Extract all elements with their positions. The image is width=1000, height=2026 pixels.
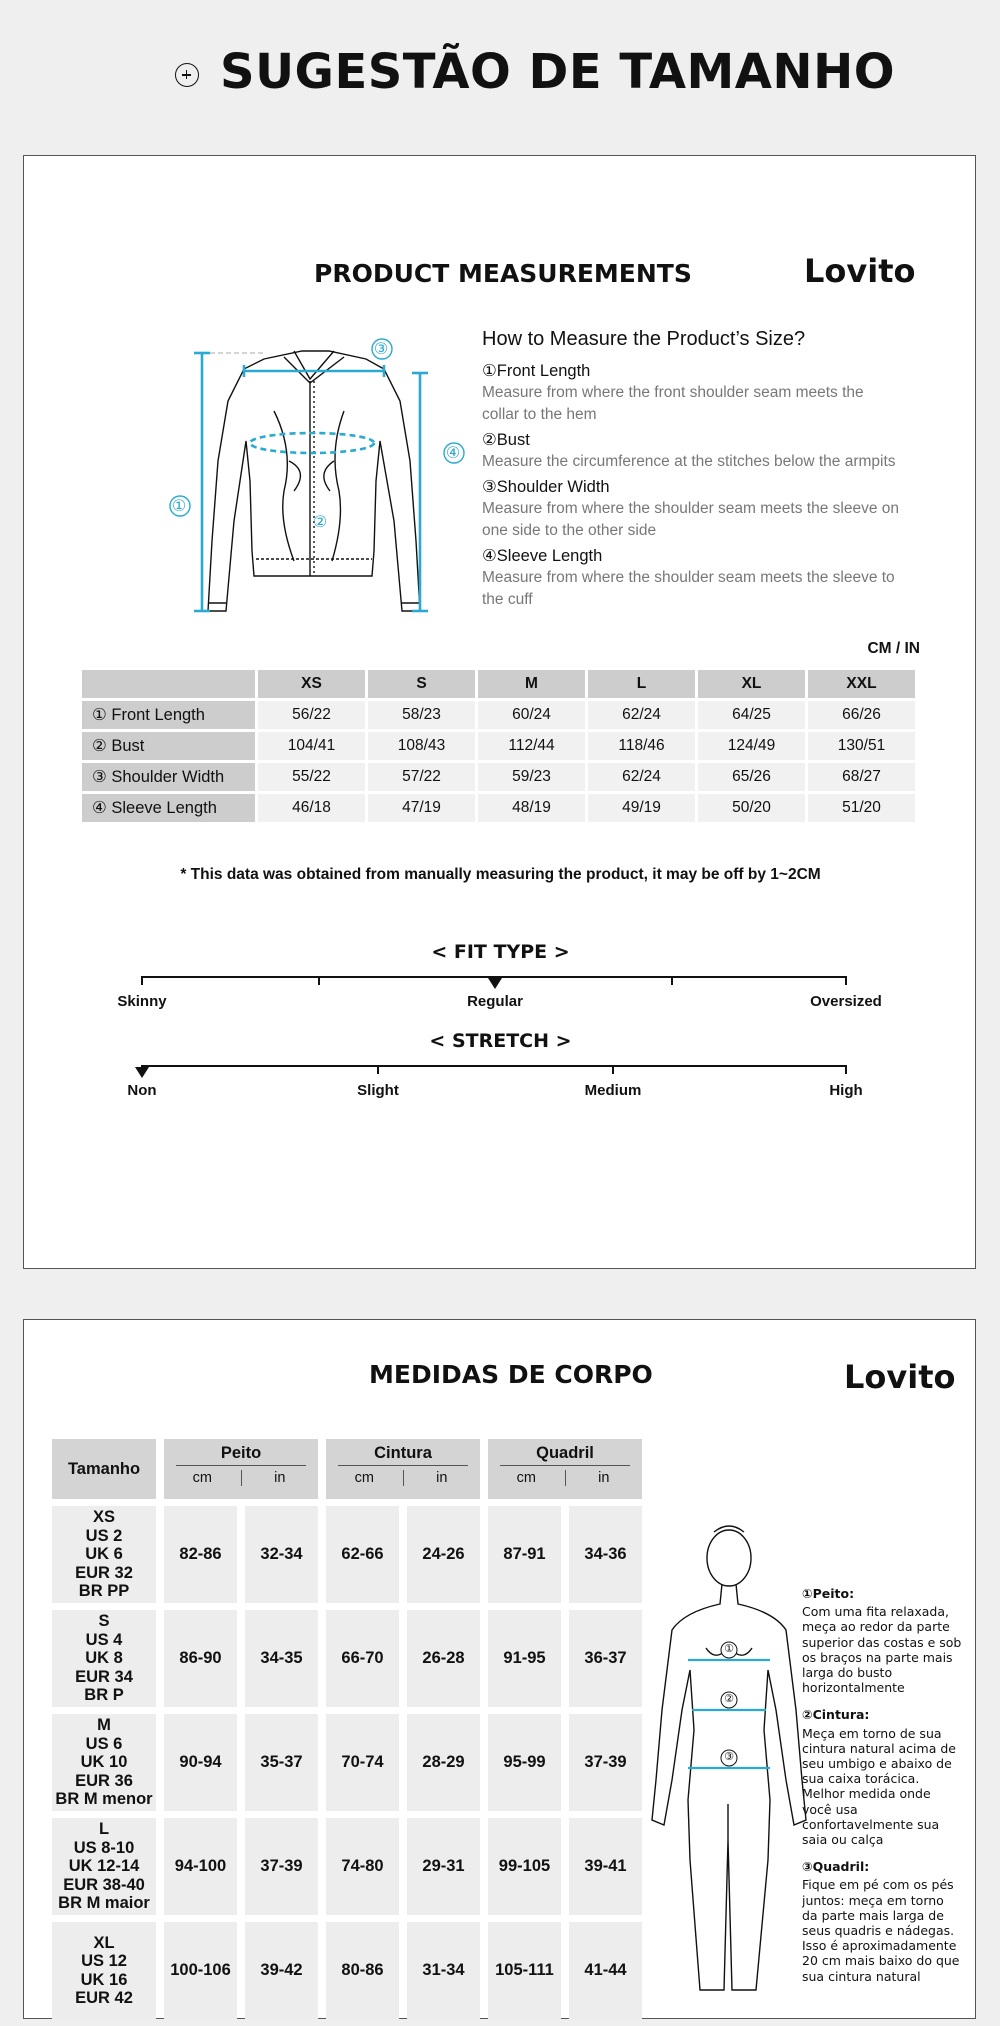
table-cell: 80-86 (326, 1922, 399, 2019)
stretch-label: Medium (584, 1082, 642, 1099)
marker-shoulder-width: ③ (373, 341, 389, 358)
fit-type-title: < FIT TYPE > (431, 941, 570, 963)
table-cell: 91-95 (488, 1610, 561, 1707)
table-cell: 50/20 (698, 794, 805, 822)
size-line: US 2 (85, 1526, 123, 1545)
howto-name: ②Bust (482, 431, 530, 449)
size-line: US 12 (81, 1952, 127, 1970)
table-corner (82, 670, 255, 698)
table-cell: 60/24 (478, 701, 585, 729)
stretch-title: < STRETCH > (429, 1030, 572, 1052)
table-cell: 118/46 (588, 732, 695, 760)
table-cell: 59/23 (478, 763, 585, 791)
body-figure-diagram (644, 1520, 814, 2020)
stretch-label: Slight (357, 1082, 399, 1099)
howto-item (482, 545, 902, 611)
size-header: M (478, 670, 585, 698)
size-cell (52, 1922, 156, 2019)
table-cell: 94-100 (164, 1818, 237, 1915)
measurement-table (79, 667, 918, 825)
table-cell: 24-26 (407, 1506, 480, 1603)
fit-tick (845, 976, 847, 985)
body-measurements-panel (23, 1319, 976, 2019)
table-cell: 28-29 (407, 1714, 480, 1811)
table-cell: 26-28 (407, 1610, 480, 1707)
size-line: L (98, 1820, 110, 1839)
table-cell: 37-39 (569, 1714, 642, 1811)
table-header-row (82, 670, 915, 698)
brand-logo: Lovito (844, 1358, 956, 1396)
unit-subheader (488, 1470, 642, 1486)
table-cell: 66/26 (808, 701, 915, 729)
unit-in: in (436, 1470, 448, 1486)
fit-label: Oversized (810, 993, 882, 1010)
table-cell: 34-35 (245, 1610, 318, 1707)
howto-desc: Measure the circumference at the stitches below the armpits (482, 453, 896, 470)
page-header (0, 0, 1000, 150)
unit-label: CM / IN (867, 640, 920, 657)
plus-circle-icon[interactable] (175, 63, 199, 87)
table-cell: 48/19 (478, 794, 585, 822)
table-row (52, 1610, 642, 1707)
table-cell: 47/19 (368, 794, 475, 822)
table-cell: 82-86 (164, 1506, 237, 1603)
figure-marker-cintura: ② (724, 1693, 734, 1705)
marker-sleeve-length: ④ (445, 445, 461, 462)
table-row (82, 794, 915, 822)
table-cell: 39-42 (245, 1922, 318, 2019)
body-measure-explanations (802, 1580, 962, 1984)
group-header-peito (164, 1439, 318, 1499)
howto-item (482, 360, 902, 426)
table-cell: 68/27 (808, 763, 915, 791)
group-header-cintura (326, 1439, 480, 1499)
table-cell: 105-111 (488, 1922, 561, 2019)
size-header: Tamanho (52, 1439, 156, 1499)
table-row (52, 1506, 642, 1603)
unit-cm: cm (488, 1470, 566, 1486)
table-header-row (52, 1439, 642, 1499)
stretch-tick (377, 1065, 379, 1074)
howto-desc: Measure from where the front shoulder seam meets the collar to the hem (482, 384, 864, 423)
size-line: US 8-10 (73, 1838, 135, 1857)
body-table-rows (52, 1506, 642, 2019)
fit-tick (671, 976, 673, 985)
explanation-text: Fique em pé com os pés juntos: meça em torno da parte mais larga de seus quadris e nádegas. Isso é aproximadamente 20 cm mais baixo do que sua cintura natural (802, 1877, 960, 1984)
stretch-tick (612, 1065, 614, 1074)
table-cell: 49/19 (588, 794, 695, 822)
group-name: Cintura (338, 1444, 468, 1466)
row-label: ③ Shoulder Width (82, 763, 255, 791)
size-line: XS (92, 1508, 115, 1527)
explanation-text: Meça em torno de sua cintura natural acima de seu umbigo e abaixo de sua caixa torácica. Melhor medida onde você usa confortavelmente sua saia ou calça (802, 1725, 956, 1848)
size-line: UK 6 (85, 1545, 123, 1564)
explanation-title: ②Cintura: (802, 1707, 870, 1723)
size-line: EUR 34 (75, 1667, 133, 1686)
table-cell: 99-105 (488, 1818, 561, 1915)
howto-desc: Measure from where the shoulder seam meets the sleeve on one side to the other side (482, 500, 899, 539)
size-line: US 6 (85, 1734, 123, 1753)
table-cell: 62-66 (326, 1506, 399, 1603)
size-header: XXL (808, 670, 915, 698)
page-title: SUGESTÃO DE TAMANHO (220, 44, 896, 100)
size-line: UK 16 (80, 1970, 128, 1989)
stretch-selected-marker (135, 1067, 149, 1078)
size-cell (52, 1610, 156, 1707)
table-cell: 41-44 (569, 1922, 642, 2019)
group-name: Peito (176, 1444, 306, 1466)
size-cell (52, 1506, 156, 1603)
size-line: EUR 32 (75, 1563, 133, 1582)
marker-bust: ② (312, 514, 328, 531)
unit-subheader (164, 1470, 318, 1486)
fit-label: Skinny (117, 993, 167, 1010)
table-cell: 37-39 (245, 1818, 318, 1915)
size-line: UK 8 (85, 1649, 123, 1668)
size-line: EUR 36 (75, 1771, 133, 1790)
unit-subheader (326, 1470, 480, 1486)
table-cell: 55/22 (258, 763, 365, 791)
table-cell: 65/26 (698, 763, 805, 791)
explanation-title: ①Peito: (802, 1586, 855, 1601)
howto-name: ①Front Length (482, 362, 591, 380)
table-cell: 130/51 (808, 732, 915, 760)
figure-marker-peito: ① (724, 1643, 734, 1655)
table-cell: 32-34 (245, 1506, 318, 1603)
body-measurements-title: MEDIDAS DE CORPO (369, 1360, 653, 1389)
table-cell: 90-94 (164, 1714, 237, 1811)
size-header: S (368, 670, 475, 698)
howto-item (482, 429, 902, 473)
size-cell (52, 1714, 156, 1811)
size-line: XL (93, 1933, 115, 1952)
table-cell: 29-31 (407, 1818, 480, 1915)
table-cell: 70-74 (326, 1714, 399, 1811)
row-label: ① Front Length (82, 701, 255, 729)
stretch-tick (845, 1065, 847, 1074)
table-cell: 36-37 (569, 1610, 642, 1707)
stretch-label: Non (127, 1082, 157, 1099)
size-line: S (98, 1612, 110, 1631)
size-line: UK 12-14 (68, 1857, 140, 1876)
size-line: EUR 38-40 (63, 1875, 145, 1894)
table-cell: 124/49 (698, 732, 805, 760)
size-line: BR P (84, 1686, 124, 1705)
table-cell: 74-80 (326, 1818, 399, 1915)
row-label: ② Bust (82, 732, 255, 760)
table-cell: 34-36 (569, 1506, 642, 1603)
group-name: Quadril (500, 1444, 630, 1466)
table-row (82, 763, 915, 791)
howto-name: ④Sleeve Length (482, 547, 603, 565)
size-line: EUR 42 (75, 1989, 133, 2007)
fit-tick (318, 976, 320, 985)
howto-item (482, 476, 902, 542)
unit-in: in (598, 1470, 610, 1486)
table-cell: 39-41 (569, 1818, 642, 1915)
fit-label: Regular (467, 993, 523, 1010)
table-cell: 64/25 (698, 701, 805, 729)
table-cell: 62/24 (588, 763, 695, 791)
group-header-quadril (488, 1439, 642, 1499)
table-cell: 57/22 (368, 763, 475, 791)
table-cell: 62/24 (588, 701, 695, 729)
table-row (52, 1818, 642, 1915)
table-cell: 31-34 (407, 1922, 480, 2019)
size-header: L (588, 670, 695, 698)
unit-cm: cm (164, 1470, 242, 1486)
size-line: BR M maior (58, 1894, 150, 1913)
unit-in: in (274, 1470, 286, 1486)
figure-marker-quadril: ③ (724, 1751, 734, 1763)
marker-front-length: ① (171, 498, 187, 515)
size-line: M (97, 1716, 111, 1735)
row-label: ④ Sleeve Length (82, 794, 255, 822)
table-cell: 95-99 (488, 1714, 561, 1811)
table-cell: 104/41 (258, 732, 365, 760)
table-cell: 100-106 (164, 1922, 237, 2019)
table-cell: 58/23 (368, 701, 475, 729)
table-cell: 51/20 (808, 794, 915, 822)
fit-tick (141, 976, 143, 985)
explanation-title: ③Quadril: (802, 1859, 870, 1875)
howto-name: ③Shoulder Width (482, 478, 610, 496)
product-measurements-panel (23, 155, 976, 1269)
howto-title: How to Measure the Product’s Size? (482, 328, 806, 350)
table-row (82, 732, 915, 760)
size-cell (52, 1818, 156, 1915)
table-row (52, 1922, 642, 2019)
table-cell: 56/22 (258, 701, 365, 729)
product-measurements-title: PRODUCT MEASUREMENTS (314, 259, 692, 288)
table-cell: 86-90 (164, 1610, 237, 1707)
table-cell: 108/43 (368, 732, 475, 760)
size-line: UK 10 (80, 1753, 128, 1772)
measurement-note: * This data was obtained from manually measuring the product, it may be off by 1~2CM (180, 866, 821, 883)
body-size-table (44, 1432, 650, 2026)
table-cell: 46/18 (258, 794, 365, 822)
garment-diagram (144, 341, 474, 621)
howto-desc: Measure from where the shoulder seam meets the sleeve to the cuff (482, 569, 895, 608)
howto-list (482, 360, 902, 614)
unit-cm: cm (326, 1470, 404, 1486)
size-line: BR M menor (55, 1790, 153, 1809)
table-cell: 66-70 (326, 1610, 399, 1707)
brand-logo: Lovito (804, 252, 916, 290)
table-cell: 87-91 (488, 1506, 561, 1603)
table-cell: 112/44 (478, 732, 585, 760)
table-row (82, 701, 915, 729)
size-header: XS (258, 670, 365, 698)
size-header: XL (698, 670, 805, 698)
table-cell: 35-37 (245, 1714, 318, 1811)
fit-selected-marker (488, 978, 502, 989)
table-row (52, 1714, 642, 1811)
size-line: BR PP (78, 1582, 130, 1601)
stretch-label: High (829, 1082, 863, 1099)
stretch-line (141, 1065, 847, 1067)
explanation-text: Com uma fita relaxada, meça ao redor da parte superior das costas e sob os braços na parte mais larga do busto horizontalmente (802, 1604, 962, 1696)
size-line: US 4 (85, 1630, 123, 1649)
